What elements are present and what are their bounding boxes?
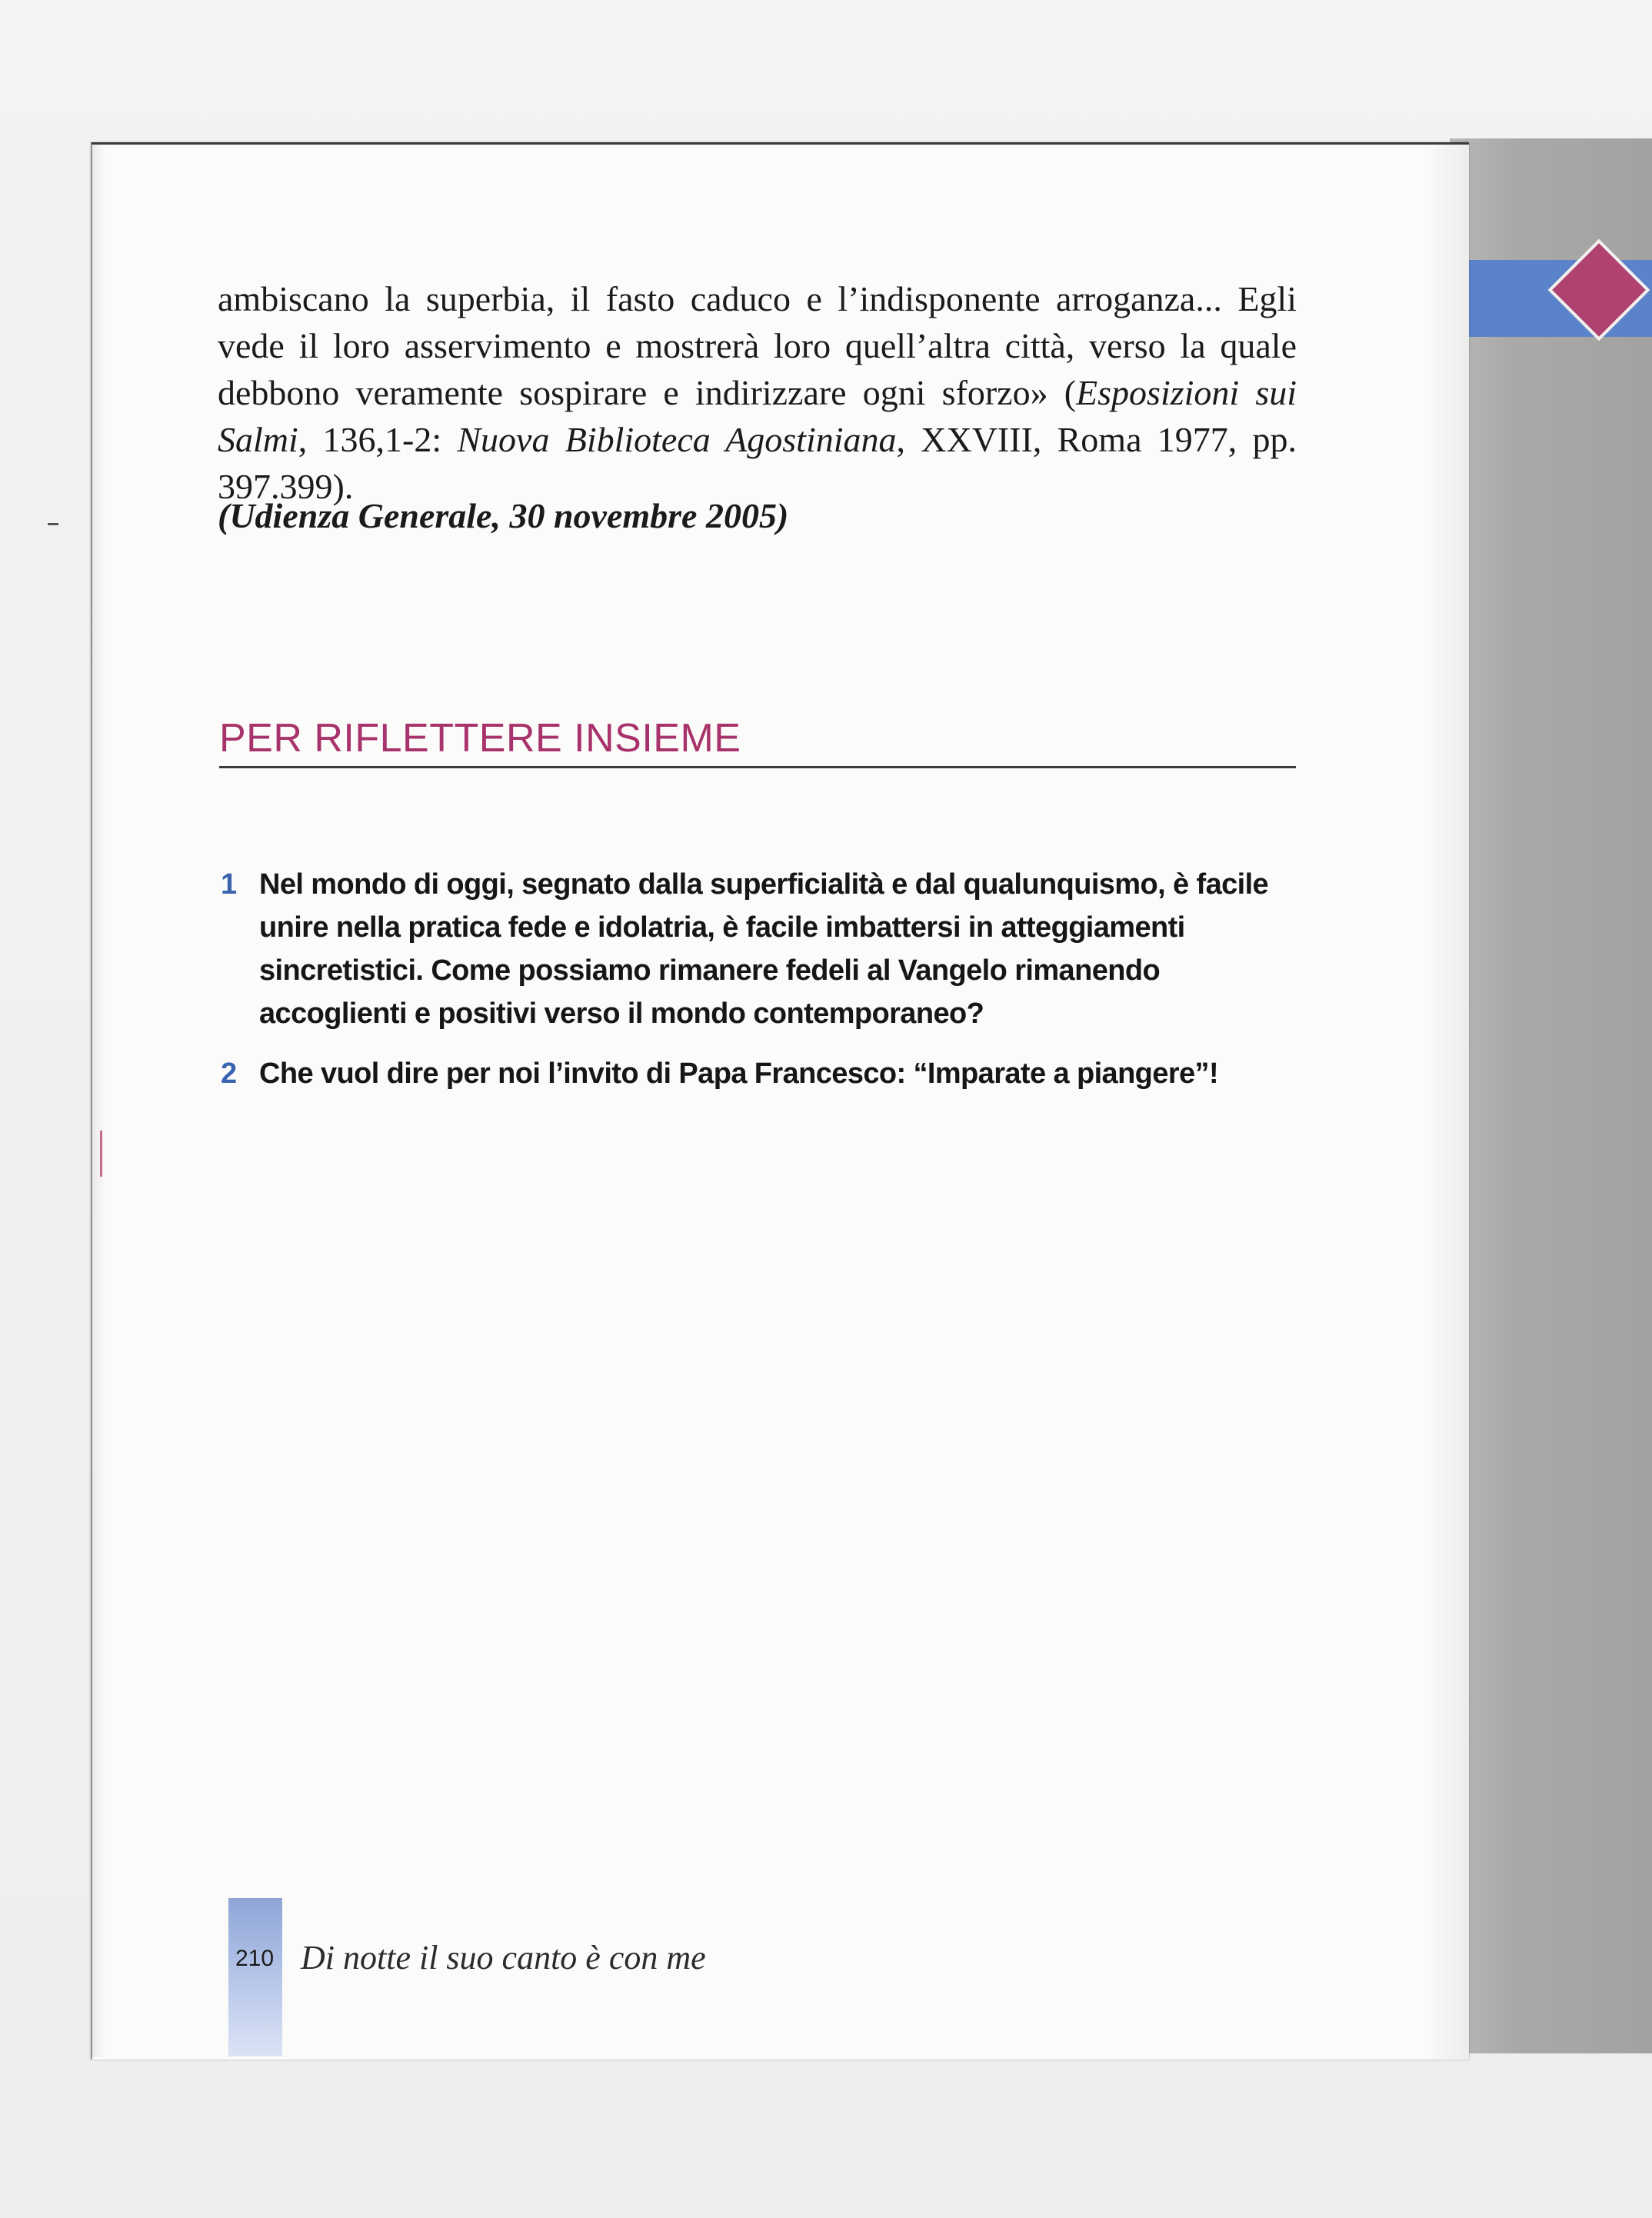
page-left-shadow	[91, 145, 106, 2057]
question-text-2: Che vuol dire per noi l’invito di Papa Francesco: “Imparate a piangere”!	[259, 1057, 1219, 1090]
question-number-1: 1	[221, 868, 237, 901]
quotation-paragraph	[218, 275, 1297, 510]
question-item-2	[219, 1052, 1297, 1095]
running-title: Di notte il suo canto è con me	[301, 1939, 706, 1977]
body-line-3: debbono veramente sospirare e indirizzare ogni sforzo» (	[218, 373, 1077, 412]
citation-title-1: Esposizioni sui Salmi	[218, 373, 1297, 459]
question-list	[219, 863, 1297, 1112]
body-line-1: ambiscano la superbia, il fasto caduco e l’indisponente arroganza... Egli	[218, 279, 1297, 318]
source-line: (Udienza Generale, 30 novembre 2005)	[218, 496, 789, 535]
section-heading: PER RIFLETTERE INSIEME	[219, 715, 1296, 768]
page-number: 210	[235, 1946, 275, 1971]
scan-mark	[48, 523, 58, 525]
citation-ref-2: , XXVIII, Roma 1977, pp. 397.399).	[218, 420, 1297, 506]
page-fold-shadow	[1423, 145, 1469, 2060]
question-number-2: 2	[221, 1057, 237, 1090]
footer-color-bar	[228, 1898, 282, 2056]
question-item-1	[219, 863, 1297, 1035]
body-line-2: vede il loro asservimento e mostrerà loro quell’altra città, verso la quale	[218, 326, 1297, 365]
citation-title-2: Nuova Biblioteca Agostiniana	[457, 420, 897, 459]
margin-mark	[100, 1131, 102, 1177]
facing-page-edge	[1450, 138, 1652, 2053]
citation-ref-1: , 136,1-2:	[298, 420, 458, 459]
question-text-1: Nel mondo di oggi, segnato dalla superficialità e dal qualunquismo, è facile unire nella pratica fede e idolatria, è facile imbattersi in atteggiamenti sincretistici. Come possiamo rimanere fedeli al Vangelo rimanendo accoglienti e positivi verso il mondo contemporaneo?	[259, 868, 1269, 1030]
